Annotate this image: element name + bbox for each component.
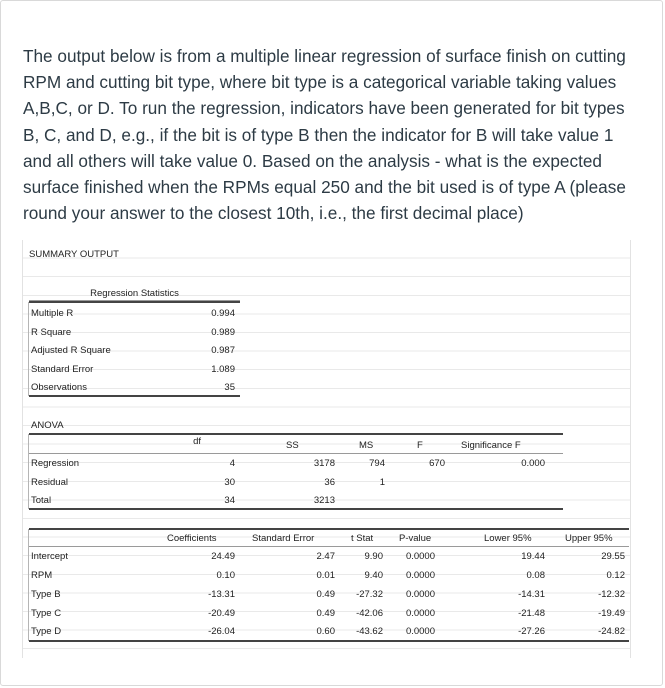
coef-cell: -42.06 [356, 608, 383, 619]
coef-header: Upper 95% [565, 533, 613, 544]
anova-header: MS [359, 440, 374, 451]
question-text: The output below is from a multiple linear regression of surface finish on cutting RPM and cutting bit type, where bit type is a categorical variable taking values A,B,C, or D. To run the regression, indicators have been generated for bit types B, C, and D, e.g., if the bit is of type B then the indicator for B will take value 1 and all others will take value 0. Based on the analysis - what is the expected surface finished when the RPMs equal 250 and the bit used is of type A (please round your answer to the closest 10th, i.e., the first decimal place) [23, 46, 626, 224]
coef-header: t Stat [351, 533, 374, 544]
anova-cell: 3213 [313, 495, 335, 506]
stat-value: 0.989 [211, 327, 235, 338]
coef-cell: 0.0000 [405, 608, 435, 619]
coef-cell: 0.10 [216, 570, 235, 581]
coef-cell: -12.32 [598, 589, 625, 600]
anova-header: Significance F [461, 440, 521, 451]
stat-label: Multiple R [31, 308, 74, 319]
coef-cell: -24.82 [598, 626, 625, 637]
coef-cell: 0.0000 [405, 626, 435, 637]
coef-cell: 0.60 [316, 626, 335, 637]
coef-cell: -27.26 [518, 626, 545, 637]
coef-row-label: Type B [31, 589, 61, 600]
anova-header: F [417, 440, 423, 451]
stat-label: R Square [31, 327, 72, 338]
stat-value: 0.987 [211, 345, 235, 356]
anova-row-label: Regression [31, 458, 80, 469]
regression-statistics-title: Regression Statistics [90, 288, 179, 299]
coef-cell: 9.90 [364, 551, 383, 562]
anova-row-label: Total [31, 495, 52, 506]
coef-cell: 19.44 [521, 551, 545, 562]
coef-cell: 0.49 [316, 608, 335, 619]
coef-cell: -27.32 [356, 589, 383, 600]
coef-cell: 2.47 [316, 551, 335, 562]
coef-row-label: Intercept [31, 551, 68, 562]
stat-label: Standard Error [31, 364, 94, 375]
coef-cell: 0.49 [316, 589, 335, 600]
coef-cell: 0.0000 [405, 551, 435, 562]
coef-cell: -43.62 [356, 626, 383, 637]
anova-cell: 1 [379, 477, 385, 488]
coef-cell: 29.55 [601, 551, 625, 562]
summary-title: SUMMARY OUTPUT [29, 249, 119, 260]
anova-cell: 30 [224, 477, 235, 488]
anova-row-label: Residual [31, 477, 68, 488]
coef-row-label: Type D [31, 626, 62, 637]
coef-cell: -19.49 [598, 608, 625, 619]
coef-header: Lower 95% [484, 533, 532, 544]
anova-cell: 34 [224, 495, 235, 506]
coef-row-label: RPM [31, 570, 53, 581]
coef-cell: -13.31 [208, 589, 235, 600]
regression-output-image [22, 240, 631, 658]
coef-cell: 0.01 [316, 570, 335, 581]
anova-header: SS [286, 440, 299, 451]
coef-cell: 0.08 [526, 570, 545, 581]
coef-cell: -21.48 [518, 608, 545, 619]
anova-cell: 794 [369, 458, 385, 469]
stat-value: 0.994 [211, 308, 235, 319]
anova-cell: 4 [229, 458, 235, 469]
coef-header: Standard Error [252, 533, 315, 544]
anova-cell: 0.000 [521, 458, 545, 469]
coef-header: P-value [399, 533, 432, 544]
anova-header: df [193, 436, 201, 447]
anova-cell: 3178 [313, 458, 335, 469]
coef-header: Coefficients [167, 533, 217, 544]
coef-cell: 9.40 [364, 570, 383, 581]
anova-cell: 670 [429, 458, 445, 469]
coef-cell: 0.0000 [405, 570, 435, 581]
coef-cell: 0.0000 [405, 589, 435, 600]
coef-cell: -20.49 [208, 608, 235, 619]
coef-cell: -14.31 [518, 589, 545, 600]
stat-value: 1.089 [211, 364, 235, 375]
stat-label: Adjusted R Square [31, 345, 111, 356]
stat-label: Observations [31, 382, 87, 393]
coef-cell: -26.04 [208, 626, 235, 637]
anova-cell: 36 [324, 477, 335, 488]
coef-cell: 24.49 [211, 551, 235, 562]
stat-value: 35 [224, 382, 235, 393]
coef-row-label: Type C [31, 608, 62, 619]
anova-title: ANOVA [31, 420, 64, 431]
coef-cell: 0.12 [606, 570, 625, 581]
